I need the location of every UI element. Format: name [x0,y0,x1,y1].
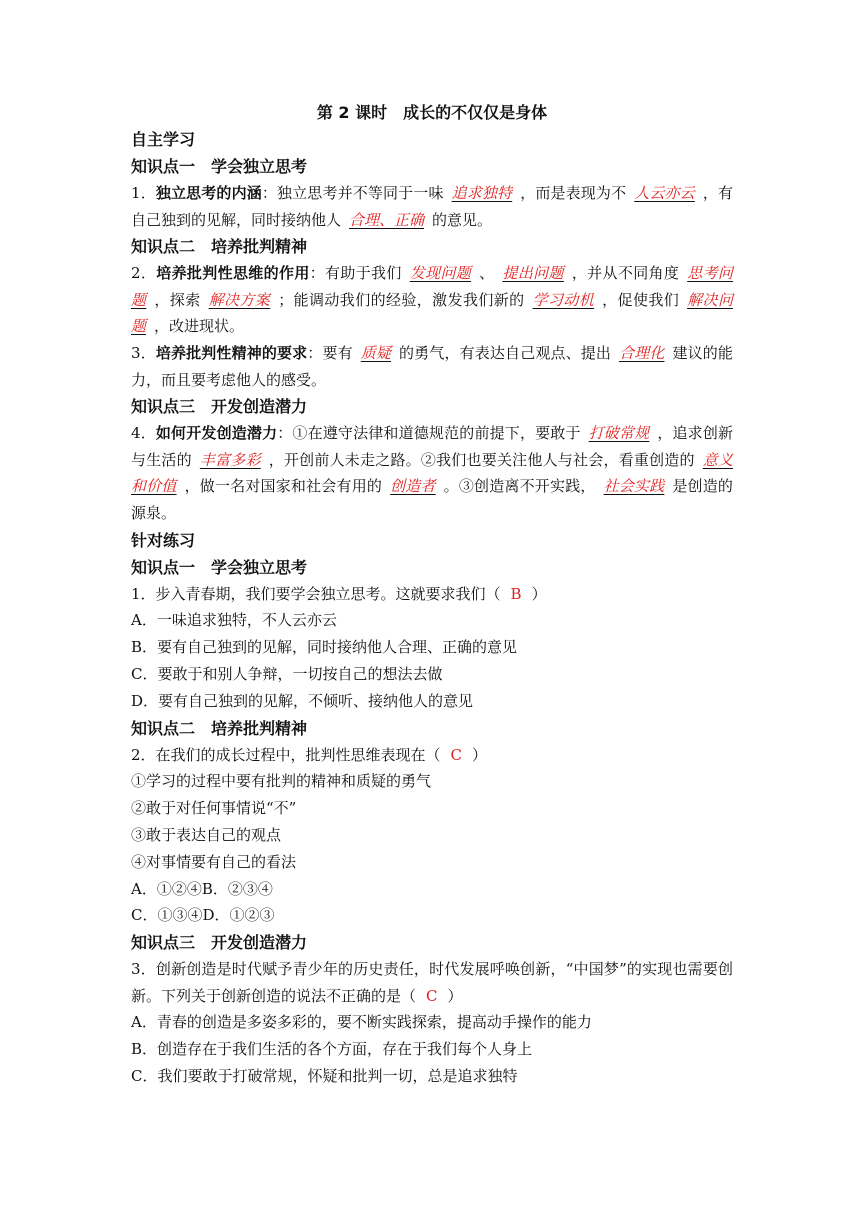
answer-blank: 质疑 [360,343,392,362]
statement-4: ④对事情要有自己的看法 [131,852,297,871]
knowledge-point-3-practice: 知识点三 开发创造潜力 [131,933,308,953]
page-title: 第 2 课时 成长的不仅仅是身体 [316,103,548,122]
answer-blank: 追求独特 [451,184,513,202]
answer-blank: 人云亦云 [634,184,695,202]
knowledge-point-3: 知识点三 开发创造潜力 [131,397,308,417]
text: ：要有 [307,343,353,362]
paragraph-1 [131,180,733,233]
option-c: C．我们要敢于打破常规，怀疑和批判一切，总是追求独特 [131,1066,518,1085]
option-a: A．青春的创造是多姿多彩的，要不断实践探索，提高动手操作的能力 [131,1013,592,1032]
answer-blank: 思考问题 [131,264,733,309]
option-b: B．创造存在于我们生活的各个方面，存在于我们每个人身上 [131,1040,533,1059]
section-self-study: 自主学习 [131,130,196,149]
text: ，并从不同角度 [571,264,680,283]
answer-blank: 发现问题 [409,264,472,283]
text: ；能调动我们的经验，激发我们新的 [278,290,525,309]
text: ，有自己独到的见解，同时接纳他人 [131,184,733,229]
answer-blank: 丰富多彩 [199,450,261,469]
answer-blank: 打破常规 [588,424,650,443]
options-cd: C．①③④D．①②③ [131,906,275,925]
question-2-stem [131,742,733,769]
text: ，促使我们 [602,290,680,309]
statement-3: ③敢于表达自己的观点 [131,825,282,844]
text: ：独立思考并不等同于一味 [261,184,444,202]
option-c: C．要敢于和别人争辩，一切按自己的想法去做 [131,664,443,683]
text: 是创造的源泉。 [131,477,733,522]
stem-close: ） [472,745,488,764]
stem-close: ） [531,584,547,603]
text: ，追求创新与生活的 [131,424,733,469]
answer-blank: 创造者 [390,477,436,496]
num: 1． [131,184,156,202]
text: ，改进现状。 [154,317,245,336]
lead: 独立思考的内涵 [155,184,262,202]
num: 3． [131,343,156,362]
text: 的意见。 [432,210,493,229]
option-a: A．一味追求独特，不人云亦云 [131,611,337,630]
option-d: D．要有自己独到的见解，不倾听、接纳他人的意见 [131,691,474,710]
answer-blank: 学习动机 [532,290,595,309]
stem-text: 3．创新创造是时代赋予青少年的历史责任，时代发展呼唤创新，“中国梦”的实现也需要创新。下列关于创新创造的说法不正确的是（ [131,960,733,1005]
answer-blank: 合理、正确 [349,210,425,229]
knowledge-point-2-practice: 知识点二 培养批判精神 [131,718,308,738]
answer-blank: 合理化 [619,343,665,362]
text: 建议的能力，而且要考虑他人的感受。 [131,343,733,389]
text: ，做一名对国家和社会有用的 [184,477,383,496]
answer-choice: C [426,986,438,1005]
num: 2． [131,264,157,283]
text: ：①在遵守法律和道德规范的前提下，要敢于 [277,424,581,443]
statement-1: ①学习的过程中要有批判的精神和质疑的勇气 [131,772,432,791]
option-b: B．要有自己独到的见解，同时接纳他人合理、正确的意见 [131,638,518,657]
paragraph-2 [131,260,733,340]
question-1-stem [131,581,733,608]
answer-blank: 意义和价值 [131,450,733,496]
section-practice: 针对练习 [131,530,196,550]
lead: 培养批判性思维的作用 [156,264,310,283]
stem-close: ） [447,986,463,1005]
options-ab: A．①②④B．②③④ [131,879,273,898]
text: ，开创前人未走之路。②我们也要关注他人与社会，看重创造的 [268,450,695,469]
answer-choice: B [510,584,522,603]
answer-choice: C [450,745,463,764]
answer-blank: 解决方案 [208,290,271,309]
stem-text: 2．在我们的成长过程中，批判性思维表现在（ [131,745,441,764]
knowledge-point-1: 知识点一 学会独立思考 [131,157,308,176]
question-3-stem [131,956,733,1009]
stem-text: 1．步入青春期，我们要学会独立思考。这就要求我们（ [131,584,501,603]
knowledge-point-2: 知识点二 培养批判精神 [131,237,308,257]
num: 4． [131,424,156,443]
lead: 培养批判性精神的要求 [155,343,308,362]
knowledge-point-1-practice: 知识点一 学会独立思考 [131,557,308,577]
text: ，探索 [154,290,201,309]
worksheet [131,100,733,1090]
text: 、 [479,264,495,283]
answer-blank: 解决问题 [131,290,733,336]
text: 。③创造离不开实践， [443,477,596,496]
text: ：有助于我们 [309,264,402,283]
statement-2: ②敢于对任何事情说“不” [131,799,297,818]
lead: 如何开发创造潜力 [155,424,278,443]
text: 的勇气，有表达自己观点、提出 [399,343,612,362]
text: ，而是表现为不 [520,184,627,202]
answer-blank: 提出问题 [502,264,564,283]
paragraph-4 [131,420,733,526]
paragraph-3 [131,340,733,393]
answer-blank: 社会实践 [603,477,665,496]
